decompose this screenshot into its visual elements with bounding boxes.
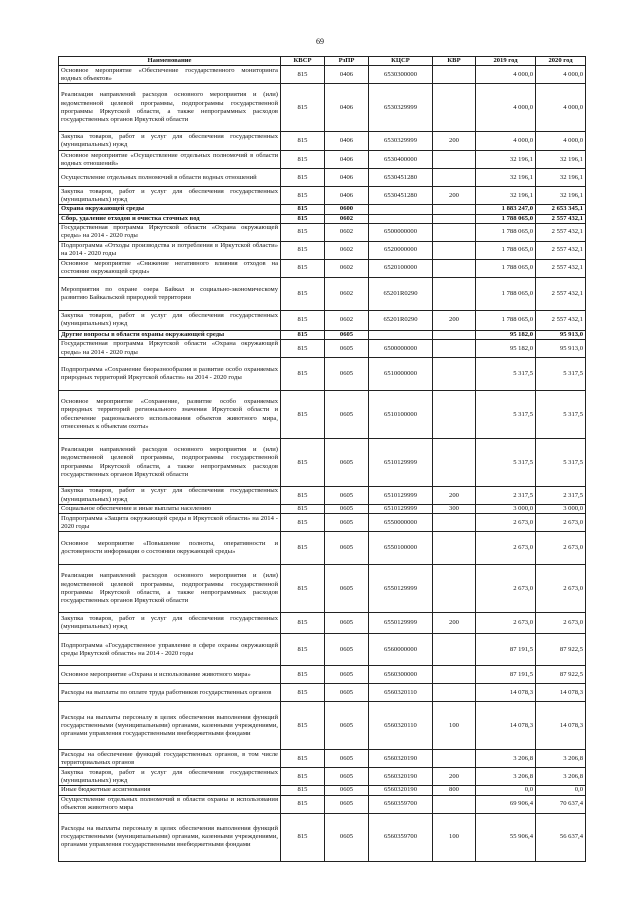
cell-name: Реализация направлений расходов основного мероприятия и (или) ведомственной целевой программы, подпрограммы государственной программы Иркутской области, а также непрограммных расходов государственных органов Иркутской области [59, 565, 281, 613]
cell-kvr [433, 750, 476, 768]
cell-kcsr: 65201R0290 [369, 310, 433, 330]
cell-2020: 5 317,5 [536, 439, 586, 487]
cell-kvr [433, 684, 476, 702]
cell-kvr [433, 358, 476, 391]
cell-kcsr: 6530329999 [369, 132, 433, 151]
cell-2019: 2 673,0 [476, 613, 536, 634]
cell-2019: 14 078,3 [476, 684, 536, 702]
table-row [59, 391, 586, 439]
cell-kvsr: 815 [281, 358, 325, 391]
cell-name: Расходы на выплаты по оплате труда работников государственных органов [59, 684, 281, 702]
cell-2019: 2 673,0 [476, 514, 536, 532]
cell-2019: 1 788 065,0 [476, 259, 536, 277]
cell-kvsr: 815 [281, 684, 325, 702]
cell-rzpr: 0605 [325, 684, 369, 702]
cell-rzpr: 0605 [325, 768, 369, 786]
cell-2019: 1 788 065,0 [476, 223, 536, 241]
cell-rzpr: 0605 [325, 505, 369, 514]
cell-kvsr: 815 [281, 702, 325, 750]
cell-kvr: 200 [433, 613, 476, 634]
cell-kcsr: 6560320190 [369, 750, 433, 768]
cell-name: Закупка товаров, работ и услуг для обеспечения государственных (муниципальных) нужд [59, 187, 281, 205]
cell-kvr [433, 514, 476, 532]
cell-rzpr: 0605 [325, 634, 369, 666]
cell-rzpr: 0605 [325, 330, 369, 339]
cell-kvsr: 815 [281, 214, 325, 223]
cell-2019: 32 196,1 [476, 169, 536, 187]
cell-kvr: 100 [433, 702, 476, 750]
table-row [59, 768, 586, 786]
cell-rzpr: 0605 [325, 813, 369, 861]
table-row [59, 214, 586, 223]
cell-2019: 2 673,0 [476, 565, 536, 613]
cell-kvsr: 815 [281, 259, 325, 277]
cell-name: Подпрограмма «Отходы производства и потребления в Иркутской области» на 2014 - 2020 годы [59, 241, 281, 259]
cell-name: Основное мероприятие «Осуществление отдельных полномочий в области водных отношений» [59, 151, 281, 169]
cell-2020: 14 078,3 [536, 684, 586, 702]
cell-kcsr: 6560000000 [369, 634, 433, 666]
cell-kvsr: 815 [281, 241, 325, 259]
cell-kvsr: 815 [281, 66, 325, 84]
cell-name: Иные бюджетные ассигнования [59, 786, 281, 795]
cell-2020: 3 206,8 [536, 750, 586, 768]
cell-2020: 4 000,0 [536, 84, 586, 132]
cell-kcsr: 6530300000 [369, 66, 433, 84]
cell-kcsr: 6550000000 [369, 514, 433, 532]
table-row [59, 514, 586, 532]
cell-2019: 95 182,0 [476, 330, 536, 339]
cell-2019: 4 000,0 [476, 66, 536, 84]
cell-name: Подпрограмма «Защита окружающей среды в Иркутской области» на 2014 - 2020 годы [59, 514, 281, 532]
cell-name: Основное мероприятие «Сохранение, развитие особо охраняемых природных территорий регионального значения Иркутской области и обеспечение рационального использования объектов животного мира, отнесенных к объектам охоты» [59, 391, 281, 439]
cell-2019: 0,0 [476, 786, 536, 795]
cell-kvr [433, 66, 476, 84]
cell-2020: 56 637,4 [536, 813, 586, 861]
cell-kvsr: 815 [281, 750, 325, 768]
cell-name: Осуществление отдельных полномочий в области охраны и использования объектов животного мира [59, 795, 281, 813]
cell-2020: 2 673,0 [536, 514, 586, 532]
cell-2019: 5 317,5 [476, 391, 536, 439]
cell-name: Расходы на обеспечение функций государственных органов, в том числе территориальных органов [59, 750, 281, 768]
cell-kvsr: 815 [281, 223, 325, 241]
cell-2020: 2 557 432,1 [536, 310, 586, 330]
cell-name: Расходы на выплаты персоналу в целях обеспечения выполнения функций государственными (муниципальными) органами, казенными учреждениями, органами управления государственными внебюджетными фондами [59, 813, 281, 861]
cell-2019: 14 078,3 [476, 702, 536, 750]
cell-kvsr: 815 [281, 514, 325, 532]
cell-name: Социальное обеспечение и иные выплаты населению [59, 505, 281, 514]
cell-kvr [433, 795, 476, 813]
cell-2020: 3 206,8 [536, 768, 586, 786]
cell-kcsr: 6530451280 [369, 187, 433, 205]
table-row [59, 241, 586, 259]
cell-rzpr: 0406 [325, 169, 369, 187]
cell-rzpr: 0605 [325, 487, 369, 505]
cell-name: Закупка товаров, работ и услуг для обеспечения государственных (муниципальных) нужд [59, 768, 281, 786]
table-row [59, 750, 586, 768]
table-row [59, 169, 586, 187]
cell-2019: 69 906,4 [476, 795, 536, 813]
cell-kvsr: 815 [281, 340, 325, 358]
cell-rzpr: 0605 [325, 702, 369, 750]
cell-kvr [433, 634, 476, 666]
cell-name: Основное мероприятие «Охрана и использование животного мира» [59, 666, 281, 684]
cell-name: Другие вопросы в области охраны окружающей среды [59, 330, 281, 339]
cell-kcsr: 6510100000 [369, 391, 433, 439]
cell-2020: 32 196,1 [536, 151, 586, 169]
cell-kvr: 200 [433, 487, 476, 505]
cell-rzpr: 0605 [325, 514, 369, 532]
table-row [59, 340, 586, 358]
cell-kvr [433, 340, 476, 358]
cell-kvr [433, 391, 476, 439]
cell-rzpr: 0605 [325, 613, 369, 634]
cell-2019: 3 000,0 [476, 505, 536, 514]
cell-kvsr: 815 [281, 505, 325, 514]
cell-kcsr: 6530400000 [369, 151, 433, 169]
cell-name: Охрана окружающей среды [59, 205, 281, 214]
cell-kcsr: 6510129999 [369, 439, 433, 487]
cell-kvr [433, 151, 476, 169]
cell-kcsr [369, 330, 433, 339]
cell-2020: 70 637,4 [536, 795, 586, 813]
cell-kcsr: 6520100000 [369, 259, 433, 277]
cell-kvsr: 815 [281, 205, 325, 214]
cell-kvsr: 815 [281, 487, 325, 505]
table-row [59, 505, 586, 514]
table-row [59, 634, 586, 666]
cell-rzpr: 0605 [325, 786, 369, 795]
header-2019: 2019 год [476, 57, 536, 66]
cell-rzpr: 0406 [325, 187, 369, 205]
cell-kcsr: 6560359700 [369, 813, 433, 861]
cell-2019: 1 788 065,0 [476, 277, 536, 310]
cell-kvsr: 815 [281, 277, 325, 310]
header-2020: 2020 год [536, 57, 586, 66]
cell-2019: 5 317,5 [476, 439, 536, 487]
cell-2019: 4 000,0 [476, 84, 536, 132]
budget-table [58, 56, 586, 862]
cell-rzpr: 0605 [325, 532, 369, 565]
table-row [59, 132, 586, 151]
cell-2020: 14 078,3 [536, 702, 586, 750]
cell-kvr [433, 259, 476, 277]
cell-kvsr: 815 [281, 132, 325, 151]
table-row [59, 684, 586, 702]
cell-2020: 4 000,0 [536, 66, 586, 84]
cell-kvsr: 815 [281, 439, 325, 487]
cell-kcsr [369, 205, 433, 214]
table-row [59, 205, 586, 214]
cell-2020: 87 922,5 [536, 666, 586, 684]
cell-2019: 95 182,0 [476, 340, 536, 358]
page-number: 69 [316, 37, 324, 46]
cell-rzpr: 0602 [325, 277, 369, 310]
cell-2020: 2 557 432,1 [536, 223, 586, 241]
cell-kcsr: 6550129999 [369, 613, 433, 634]
cell-rzpr: 0600 [325, 205, 369, 214]
cell-rzpr: 0605 [325, 750, 369, 768]
cell-rzpr: 0605 [325, 666, 369, 684]
table-row [59, 487, 586, 505]
cell-2019: 1 788 065,0 [476, 241, 536, 259]
table-row [59, 223, 586, 241]
cell-2019: 1 788 065,0 [476, 310, 536, 330]
cell-name: Государственная программа Иркутской области «Охрана окружающей среды» на 2014 - 2020 годы [59, 223, 281, 241]
cell-kvr [433, 214, 476, 223]
table-row [59, 84, 586, 132]
header-kvsr: КВСР [281, 57, 325, 66]
cell-2019: 1 883 247,0 [476, 205, 536, 214]
cell-name: Подпрограмма «Государственное управление в сфере охраны окружающей среды Иркутской области» на 2014 - 2020 годы [59, 634, 281, 666]
cell-2020: 0,0 [536, 786, 586, 795]
cell-kcsr: 6530329999 [369, 84, 433, 132]
table-row [59, 666, 586, 684]
cell-kvsr: 815 [281, 532, 325, 565]
cell-rzpr: 0602 [325, 223, 369, 241]
cell-2020: 87 922,5 [536, 634, 586, 666]
cell-2020: 2 673,0 [536, 532, 586, 565]
cell-name: Основное мероприятие «Повышение полноты, оперативности и достоверности информации о состоянии окружающей среды» [59, 532, 281, 565]
cell-rzpr: 0406 [325, 84, 369, 132]
cell-2020: 2 653 345,1 [536, 205, 586, 214]
cell-kvr [433, 277, 476, 310]
cell-kvr: 100 [433, 813, 476, 861]
cell-name: Реализация направлений расходов основного мероприятия и (или) ведомственной целевой программы, подпрограммы государственной программы Иркутской области, а также непрограммных расходов государственных органов Иркутской области [59, 84, 281, 132]
cell-name: Государственная программа Иркутской области «Охрана окружающей среды» на 2014 - 2020 годы [59, 340, 281, 358]
table-row [59, 613, 586, 634]
cell-name: Основное мероприятие «Снижение негативного влияния отходов на состояние окружающей среды» [59, 259, 281, 277]
cell-kcsr: 6560320110 [369, 684, 433, 702]
cell-name: Закупка товаров, работ и услуг для обеспечения государственных (муниципальных) нужд [59, 310, 281, 330]
cell-kcsr: 6560359700 [369, 795, 433, 813]
cell-kvsr: 815 [281, 786, 325, 795]
cell-kcsr: 6510000000 [369, 358, 433, 391]
cell-kcsr: 6550129999 [369, 565, 433, 613]
cell-name: Закупка товаров, работ и услуг для обеспечения государственных (муниципальных) нужд [59, 613, 281, 634]
cell-kvr [433, 84, 476, 132]
cell-rzpr: 0602 [325, 214, 369, 223]
cell-2019: 5 317,5 [476, 358, 536, 391]
cell-rzpr: 0605 [325, 358, 369, 391]
cell-2019: 2 317,5 [476, 487, 536, 505]
cell-kvr [433, 666, 476, 684]
cell-kvr: 200 [433, 310, 476, 330]
cell-kvsr: 815 [281, 813, 325, 861]
cell-kvr: 200 [433, 187, 476, 205]
cell-kcsr [369, 214, 433, 223]
cell-2020: 2 673,0 [536, 565, 586, 613]
cell-kvr [433, 169, 476, 187]
cell-kcsr: 65201R0290 [369, 277, 433, 310]
cell-rzpr: 0602 [325, 241, 369, 259]
cell-2019: 87 191,5 [476, 634, 536, 666]
cell-kvsr: 815 [281, 634, 325, 666]
cell-rzpr: 0602 [325, 310, 369, 330]
cell-2019: 4 000,0 [476, 132, 536, 151]
cell-2019: 3 206,8 [476, 768, 536, 786]
cell-name: Основное мероприятие «Обеспечение государственного мониторинга водных объектов» [59, 66, 281, 84]
table-row [59, 786, 586, 795]
cell-2019: 32 196,1 [476, 151, 536, 169]
table-row [59, 330, 586, 339]
cell-2020: 4 000,0 [536, 132, 586, 151]
cell-rzpr: 0605 [325, 340, 369, 358]
table-row [59, 259, 586, 277]
cell-kvr: 300 [433, 505, 476, 514]
cell-2019: 1 788 065,0 [476, 214, 536, 223]
cell-kvsr: 815 [281, 151, 325, 169]
cell-kvsr: 815 [281, 391, 325, 439]
cell-kvsr: 815 [281, 565, 325, 613]
cell-kvsr: 815 [281, 330, 325, 339]
cell-2019: 55 906,4 [476, 813, 536, 861]
cell-kcsr: 6510129999 [369, 505, 433, 514]
cell-rzpr: 0406 [325, 66, 369, 84]
cell-2020: 5 317,5 [536, 391, 586, 439]
cell-kcsr: 6560320190 [369, 768, 433, 786]
cell-rzpr: 0406 [325, 151, 369, 169]
cell-kvsr: 815 [281, 187, 325, 205]
cell-2020: 2 557 432,1 [536, 214, 586, 223]
cell-kcsr: 6500000000 [369, 340, 433, 358]
cell-kvr [433, 223, 476, 241]
cell-2020: 2 673,0 [536, 613, 586, 634]
cell-rzpr: 0406 [325, 132, 369, 151]
cell-name: Мероприятия по охране озера Байкал и социально-экономическому развитию Байкальской природной территории [59, 277, 281, 310]
cell-2020: 2 557 432,1 [536, 241, 586, 259]
cell-kvr [433, 439, 476, 487]
table-header [59, 57, 586, 66]
cell-kvsr: 815 [281, 84, 325, 132]
cell-2020: 2 557 432,1 [536, 259, 586, 277]
cell-kvsr: 815 [281, 795, 325, 813]
cell-kvsr: 815 [281, 169, 325, 187]
cell-rzpr: 0605 [325, 391, 369, 439]
cell-2020: 2 557 432,1 [536, 277, 586, 310]
cell-kvr [433, 532, 476, 565]
cell-2019: 32 196,1 [476, 187, 536, 205]
cell-name: Осуществление отдельных полномочий в области водных отношений [59, 169, 281, 187]
cell-2020: 95 913,0 [536, 330, 586, 339]
cell-2020: 32 196,1 [536, 169, 586, 187]
cell-name: Закупка товаров, работ и услуг для обеспечения государственных (муниципальных) нужд [59, 132, 281, 151]
cell-kcsr: 6510129999 [369, 487, 433, 505]
cell-2019: 3 206,8 [476, 750, 536, 768]
cell-kvsr: 815 [281, 666, 325, 684]
header-rzpr: РзПР [325, 57, 369, 66]
cell-2020: 3 000,0 [536, 505, 586, 514]
cell-kvr [433, 330, 476, 339]
cell-kcsr: 6520000000 [369, 241, 433, 259]
table-row [59, 358, 586, 391]
cell-2019: 87 191,5 [476, 666, 536, 684]
cell-kvr [433, 565, 476, 613]
cell-name: Реализация направлений расходов основного мероприятия и (или) ведомственной целевой программы, подпрограммы государственной программы Иркутской области, а также непрограммных расходов государственных органов Иркутской области [59, 439, 281, 487]
cell-2020: 2 317,5 [536, 487, 586, 505]
table-row [59, 532, 586, 565]
header-name: Наименование [59, 57, 281, 66]
table-row [59, 702, 586, 750]
cell-name: Сбор, удаление отходов и очистка сточных вод [59, 214, 281, 223]
table-row [59, 66, 586, 84]
cell-rzpr: 0605 [325, 439, 369, 487]
cell-2020: 5 317,5 [536, 358, 586, 391]
cell-name: Закупка товаров, работ и услуг для обеспечения государственных (муниципальных) нужд [59, 487, 281, 505]
header-row [59, 57, 586, 66]
cell-kvsr: 815 [281, 613, 325, 634]
cell-kvr: 200 [433, 132, 476, 151]
cell-kvr [433, 241, 476, 259]
header-kcsr: КЦСР [369, 57, 433, 66]
cell-kcsr: 6560320110 [369, 702, 433, 750]
table-row [59, 310, 586, 330]
cell-kcsr: 6500000000 [369, 223, 433, 241]
table-body [59, 66, 586, 861]
cell-kcsr: 6560320190 [369, 786, 433, 795]
table-row [59, 187, 586, 205]
cell-name: Расходы на выплаты персоналу в целях обеспечения выполнения функций государственными (муниципальными) органами, казенными учреждениями, органами управления государственными внебюджетными фондами [59, 702, 281, 750]
table-row [59, 813, 586, 861]
table-row [59, 439, 586, 487]
cell-2020: 95 913,0 [536, 340, 586, 358]
cell-rzpr: 0602 [325, 259, 369, 277]
cell-kcsr: 6530451280 [369, 169, 433, 187]
cell-rzpr: 0605 [325, 795, 369, 813]
cell-rzpr: 0605 [325, 565, 369, 613]
cell-kvr [433, 205, 476, 214]
cell-kcsr: 6560300000 [369, 666, 433, 684]
cell-2020: 32 196,1 [536, 187, 586, 205]
cell-name: Подпрограмма «Сохранение биоразнообразия и развитие особо охраняемых природных территорий Иркутской области» на 2014 - 2020 годы [59, 358, 281, 391]
table-row [59, 795, 586, 813]
cell-kcsr: 6550100000 [369, 532, 433, 565]
table-row [59, 151, 586, 169]
table-row [59, 565, 586, 613]
cell-2019: 2 673,0 [476, 532, 536, 565]
table-row [59, 277, 586, 310]
cell-kvr: 800 [433, 786, 476, 795]
cell-kvsr: 815 [281, 310, 325, 330]
cell-kvr: 200 [433, 768, 476, 786]
header-kvr: КВР [433, 57, 476, 66]
cell-kvsr: 815 [281, 768, 325, 786]
